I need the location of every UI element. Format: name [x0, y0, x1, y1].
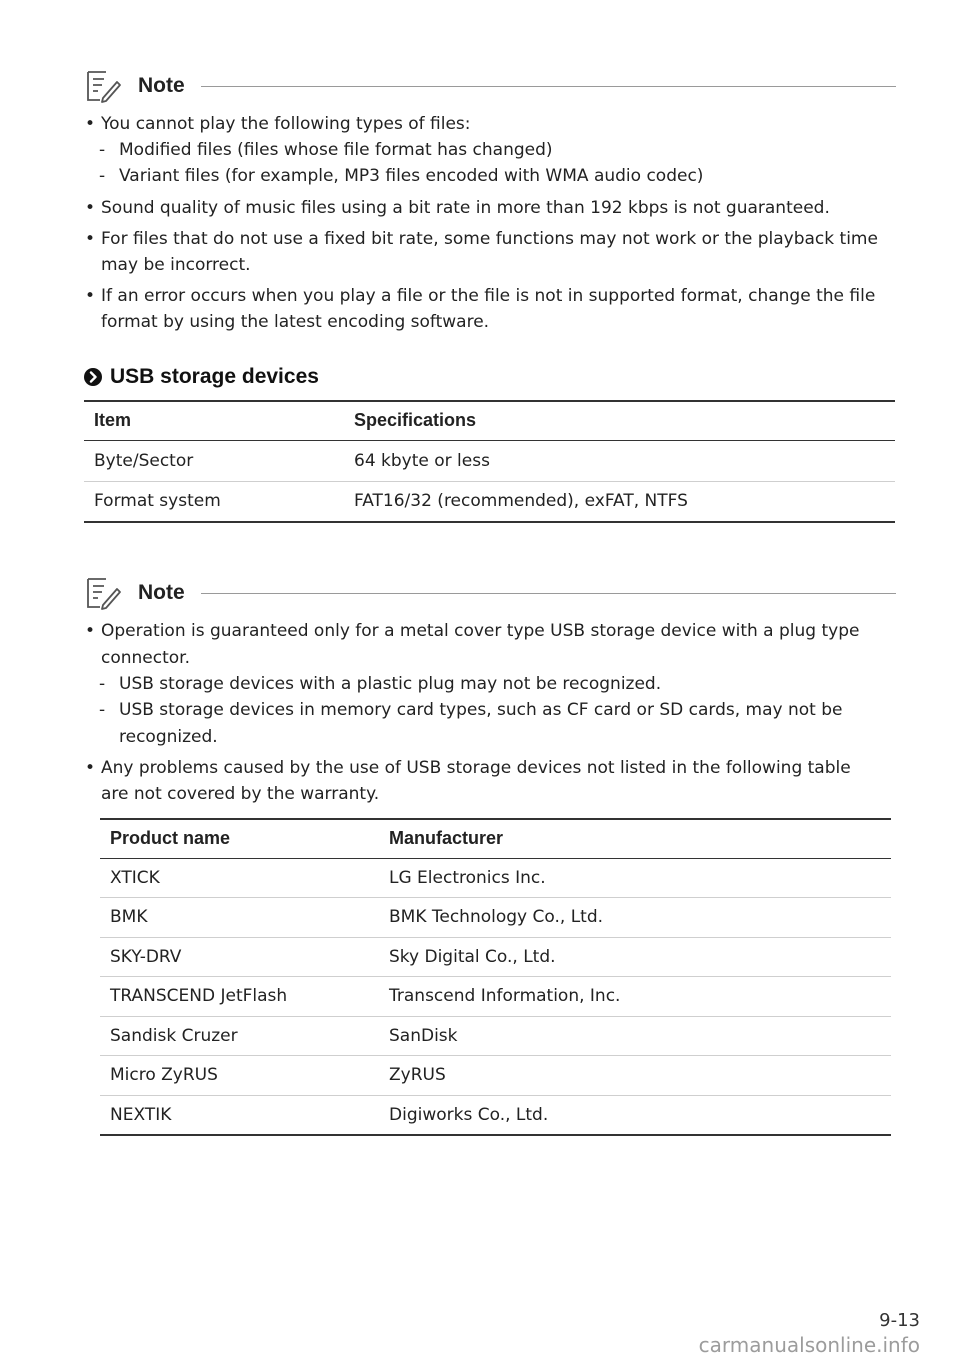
table-cell: Sky Digital Co., Ltd.: [379, 937, 891, 977]
note-divider: [201, 86, 896, 87]
chevron-right-circle-icon: [84, 368, 102, 386]
table-cell: TRANSCEND JetFlash: [100, 977, 379, 1017]
product-table: [100, 818, 891, 1136]
table-cell: NEXTIK: [100, 1095, 379, 1135]
table-cell: Transcend Information, Inc.: [379, 977, 891, 1017]
table-cell: XTICK: [100, 858, 379, 898]
table-cell: FAT16/32 (recommended), exFAT, NTFS: [344, 481, 895, 522]
table-cell: Sandisk Cruzer: [100, 1016, 379, 1056]
note-sub-item-continuation: recognized.: [119, 727, 218, 747]
note-bullet-continuation: connector.: [101, 648, 191, 668]
column-header: Item: [84, 401, 344, 440]
table-cell: SKY-DRV: [100, 937, 379, 977]
section-title: USB storage devices: [110, 365, 319, 388]
table-cell: ZyRUS: [379, 1056, 891, 1096]
table-header-row: [100, 819, 891, 858]
table-row: [84, 481, 895, 522]
table-cell: 64 kbyte or less: [344, 440, 895, 481]
note-sub-item: - Modified files (files whose file format has changed): [99, 140, 553, 160]
note-header: [84, 573, 896, 613]
table-cell: BMK: [100, 898, 379, 938]
note-bullet: • For files that do not use a fixed bit rate, some functions may not work or the playback time: [85, 229, 878, 249]
table-row: [100, 1095, 891, 1135]
table-cell: BMK Technology Co., Ltd.: [379, 898, 891, 938]
table-row: [84, 440, 895, 481]
note-bullet-continuation: format by using the latest encoding software.: [101, 312, 490, 332]
table-cell: SanDisk: [379, 1016, 891, 1056]
note-bullet-continuation: may be incorrect.: [101, 255, 251, 275]
section-heading: [84, 362, 319, 392]
table-cell: Micro ZyRUS: [100, 1056, 379, 1096]
note-sub-item: - USB storage devices with a plastic plug may not be recognized.: [99, 674, 662, 694]
note-bullet: • Operation is guaranteed only for a metal cover type USB storage device with a plug type: [85, 621, 860, 641]
table-row: [100, 1056, 891, 1096]
table-cell: Digiworks Co., Ltd.: [379, 1095, 891, 1135]
table-row: [100, 1016, 891, 1056]
note-bullet: • Sound quality of music files using a bit rate in more than 192 kbps is not guaranteed.: [85, 198, 830, 218]
note-bullet: • If an error occurs when you play a file or the file is not in supported format, change the file: [85, 286, 876, 306]
note-header: [84, 66, 896, 106]
table-row: [100, 898, 891, 938]
note-bullet-continuation: are not covered by the warranty.: [101, 784, 380, 804]
note-bullet: • Any problems caused by the use of USB storage devices not listed in the following table: [85, 758, 851, 778]
note-sub-item: - USB storage devices in memory card types, such as CF card or SD cards, may not be: [99, 700, 843, 720]
column-header: Specifications: [344, 401, 895, 440]
note-title: Note: [138, 581, 185, 604]
column-header: Product name: [100, 819, 379, 858]
note-pencil-icon: [84, 575, 122, 611]
note-title: Note: [138, 74, 185, 97]
note-pencil-icon: [84, 68, 122, 104]
page-number: 9-13: [879, 1310, 920, 1331]
table-cell: Format system: [84, 481, 344, 522]
watermark-text: carmanualsonline.info: [698, 1333, 920, 1357]
table-cell: Byte/Sector: [84, 440, 344, 481]
usb-spec-table: [84, 400, 895, 523]
table-row: [100, 858, 891, 898]
table-header-row: [84, 401, 895, 440]
column-header: Manufacturer: [379, 819, 891, 858]
note-divider: [201, 593, 896, 594]
note-bullet: • You cannot play the following types of files:: [85, 114, 471, 134]
table-cell: LG Electronics Inc.: [379, 858, 891, 898]
note-sub-item: - Variant files (for example, MP3 files encoded with WMA audio codec): [99, 166, 704, 186]
table-row: [100, 937, 891, 977]
table-row: [100, 977, 891, 1017]
